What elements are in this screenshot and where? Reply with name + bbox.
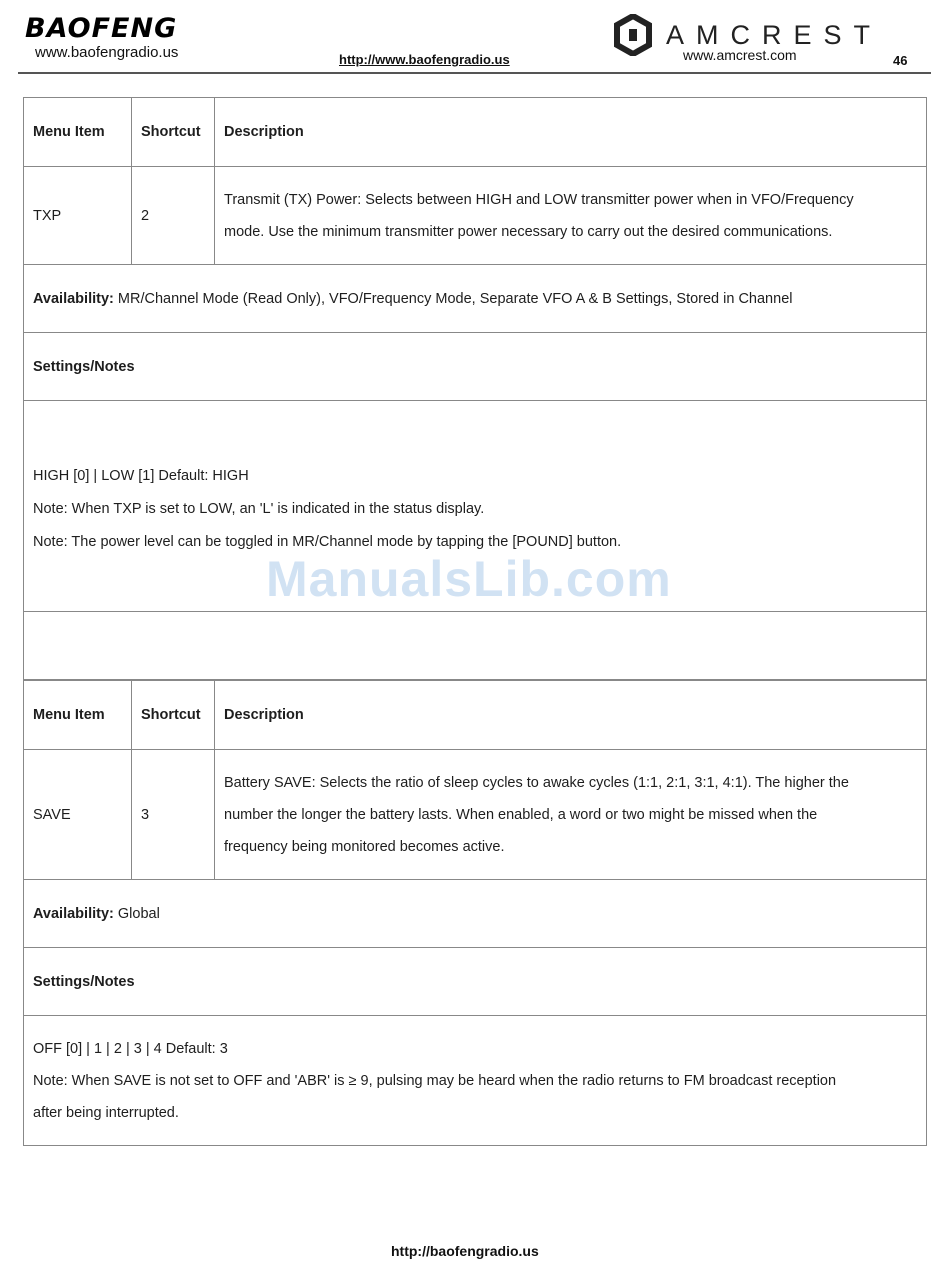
menu-item-cell: SAVE [24,750,132,880]
note-line: Note: When SAVE is not set to OFF and 'ABR' is ≥ 9, pulsing may be heard when the radio returns to FM broadcast reception [33,1073,837,1089]
baofeng-logo: BAOFENG [25,13,178,44]
table-row [24,750,927,880]
availability-cell [24,880,927,948]
availability-row [24,880,927,948]
availability-value: MR/Channel Mode (Read Only), VFO/Frequency Mode, Separate VFO A & B Settings, Stored in Channel [117,290,793,307]
table-header-row [24,98,927,167]
description-cell [215,750,927,880]
page-number: 46 [893,53,908,68]
empty-row [24,612,927,680]
baofeng-url: www.baofengradio.us [35,44,179,61]
menu-table-save [23,680,927,1146]
description-line: Transmit (TX) Power: Selects between HIGH and LOW transmitter power when in VFO/Frequency [224,191,854,208]
settings-label: Settings/Notes [24,948,927,1016]
menu-item-cell: TXP [24,167,132,265]
header-shortcut: Shortcut [132,98,215,167]
header-link[interactable]: http://www.baofengradio.us [339,52,510,67]
shortcut-cell: 3 [132,750,215,880]
amcrest-url: www.amcrest.com [683,47,797,63]
empty-cell [24,612,927,680]
notes-row [24,1016,927,1146]
table-row [24,167,927,265]
header-menu-item: Menu Item [24,98,132,167]
description-line: frequency being monitored becomes active. [224,838,505,855]
header-description: Description [215,98,927,167]
header-menu-item: Menu Item [24,681,132,750]
notes-cell [24,1016,927,1146]
availability-value: Global [117,905,160,922]
header-shortcut: Shortcut [132,681,215,750]
note-line: OFF [0] | 1 | 2 | 3 | 4 Default: 3 [33,1041,228,1057]
watermark: ManualsLib.com [266,551,672,607]
settings-label: Settings/Notes [24,333,927,401]
description-line: number the longer the battery lasts. When enabled, a word or two might be missed when the [224,806,818,823]
amcrest-hexagon-icon [614,14,652,56]
description-line: mode. Use the minimum transmitter power necessary to carry out the desired communications. [224,223,833,240]
amcrest-logo: AMCREST [666,20,883,50]
table-header-row [24,681,927,750]
settings-header-row [24,948,927,1016]
settings-header-row [24,333,927,401]
availability-cell [24,265,927,333]
note-line: HIGH [0] | LOW [1] Default: HIGH [33,468,249,484]
availability-label: Availability: [33,905,114,922]
description-line: Battery SAVE: Selects the ratio of sleep cycles to awake cycles (1:1, 2:1, 3:1, 4:1). The higher the [224,774,849,791]
header-divider [18,72,931,74]
footer-url[interactable]: http://baofengradio.us [391,1243,539,1259]
page-header [0,0,950,76]
note-line: after being interrupted. [33,1105,179,1121]
shortcut-cell: 2 [132,167,215,265]
description-cell [215,167,927,265]
availability-row [24,265,927,333]
note-line: Note: The power level can be toggled in MR/Channel mode by tapping the [POUND] button. [33,534,622,550]
note-line: Note: When TXP is set to LOW, an 'L' is indicated in the status display. [33,501,485,517]
header-description: Description [215,681,927,750]
availability-label: Availability: [33,290,114,307]
